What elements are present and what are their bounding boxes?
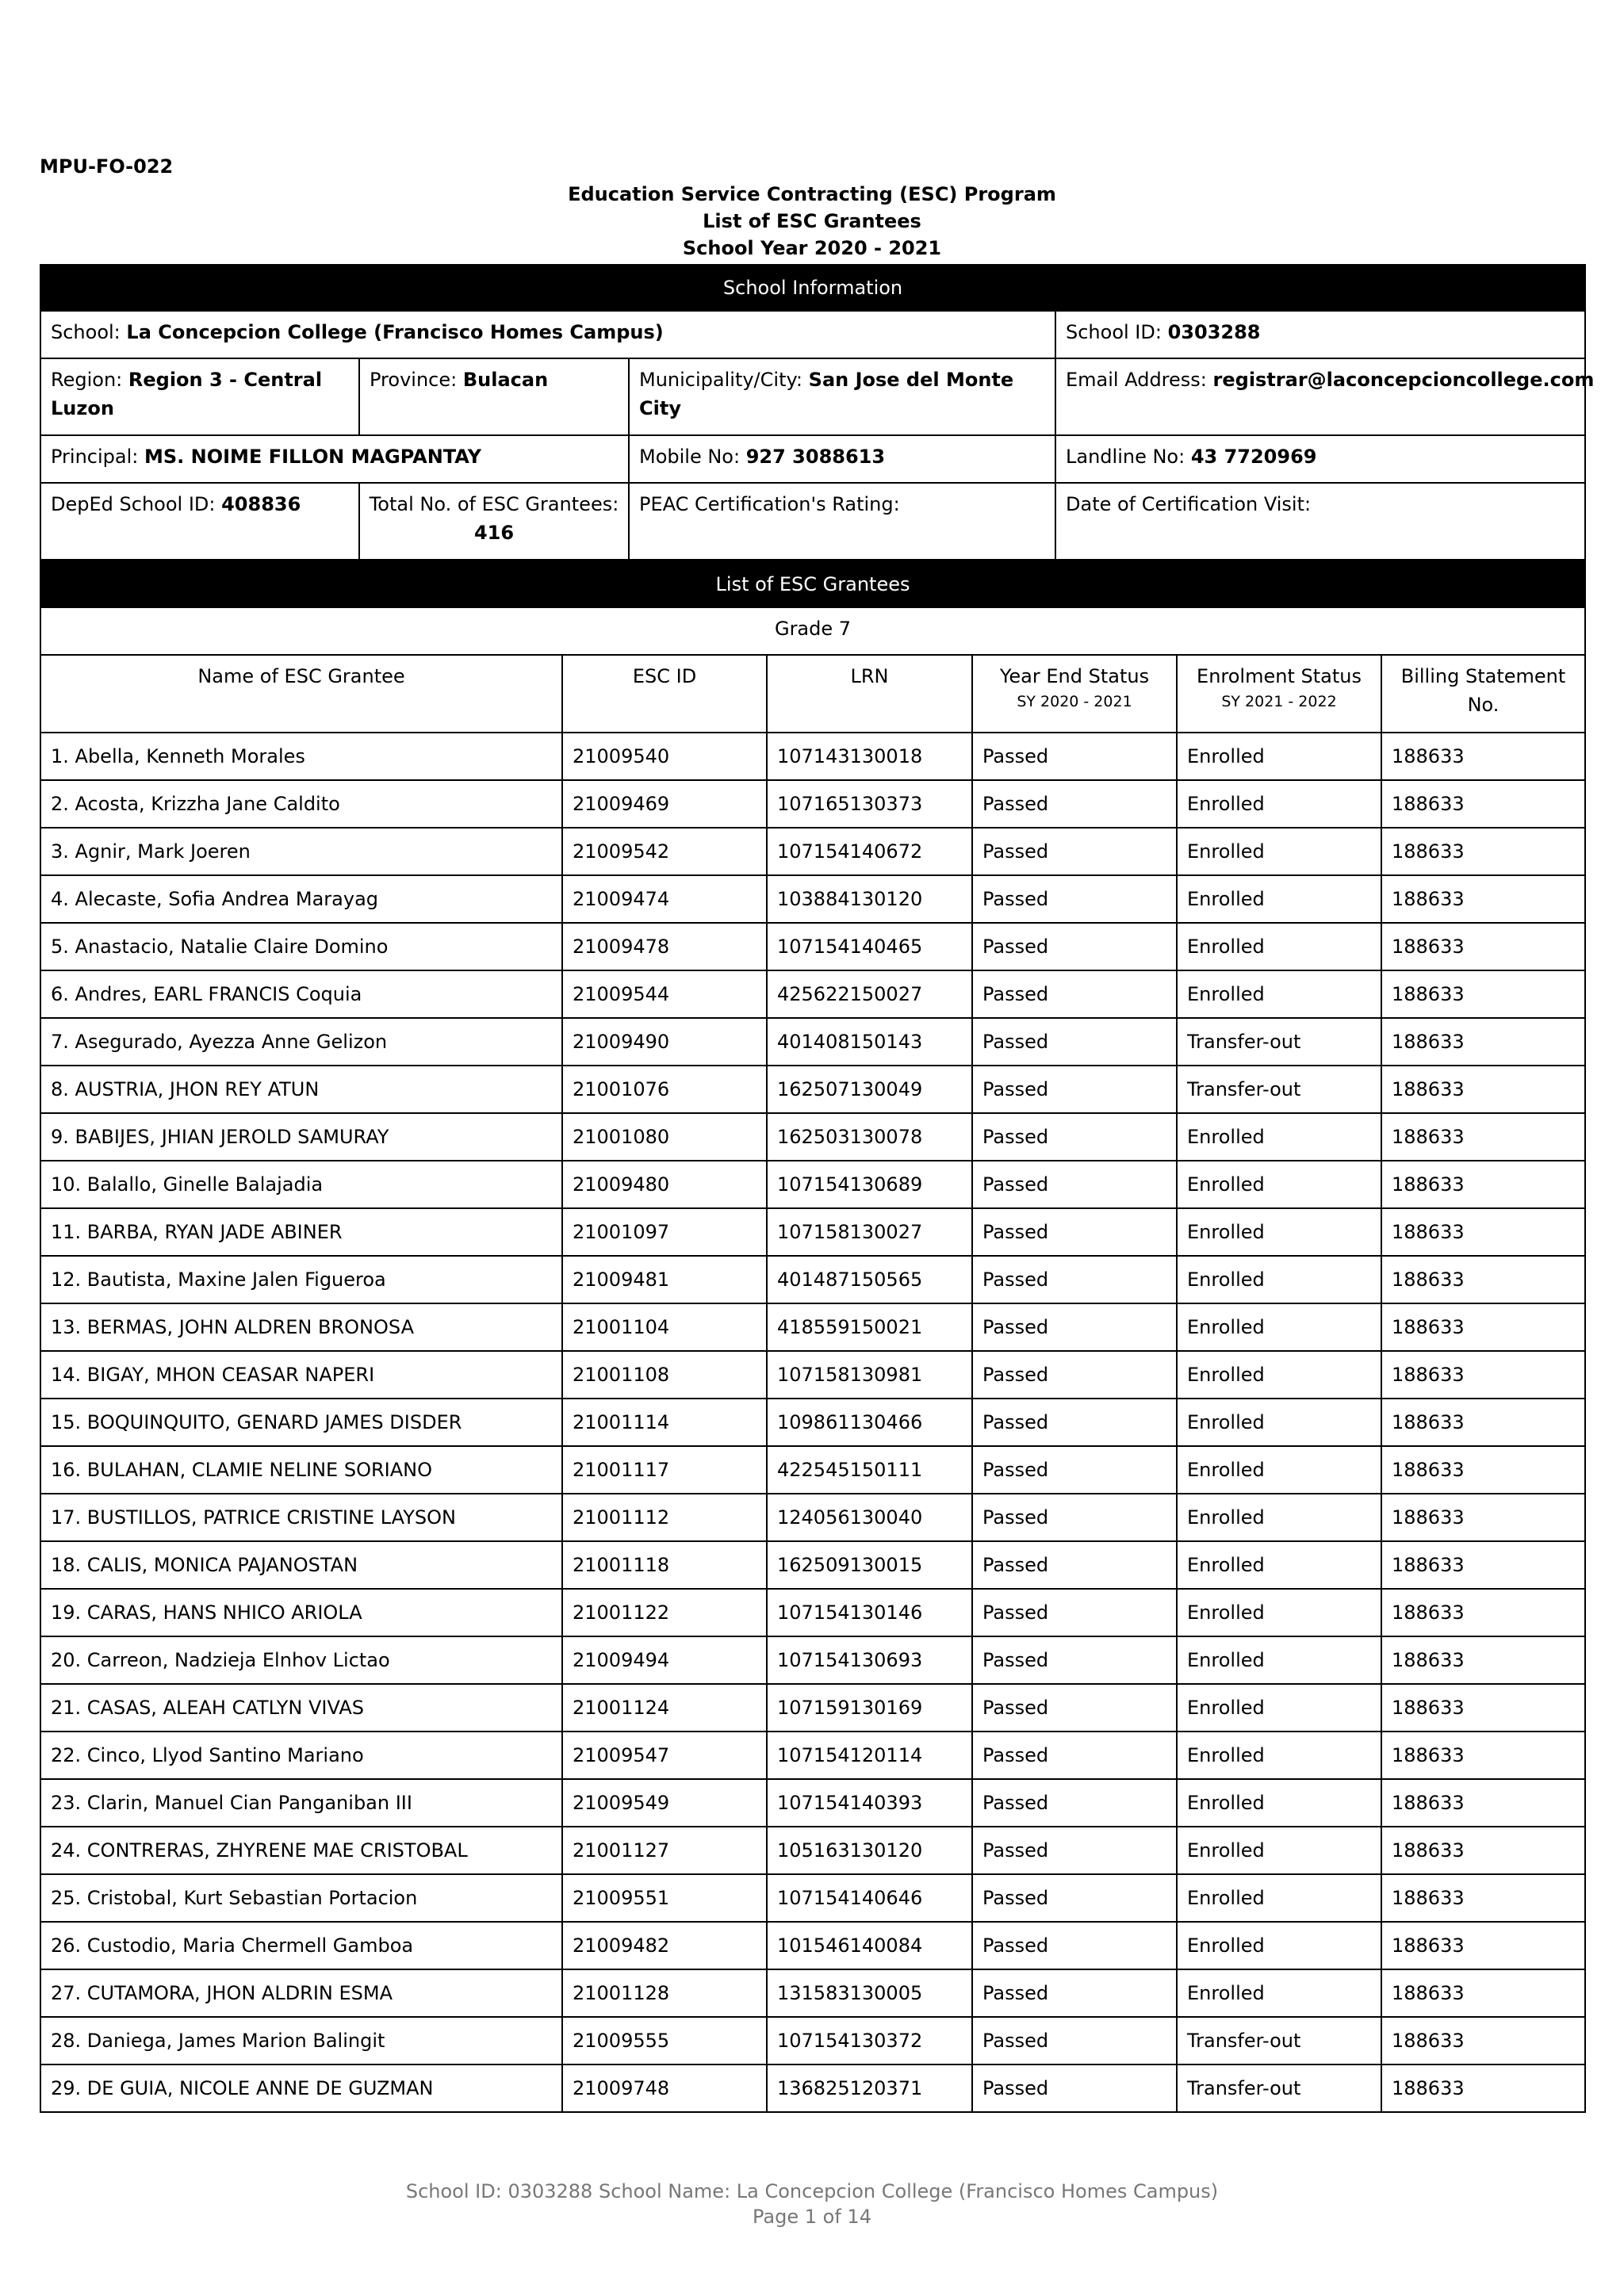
grantee-name-cell: 24. CONTRERAS, ZHYRENE MAE CRISTOBAL: [40, 1827, 562, 1874]
program-title: Education Service Contracting (ESC) Program: [568, 183, 1056, 205]
grantee-name-cell: 21. CASAS, ALEAH CATLYN VIVAS: [40, 1684, 562, 1732]
enrolment-status-label: Enrolment Status: [1197, 665, 1362, 687]
table-row: [40, 1113, 1585, 1161]
lrn-cell: 107158130981: [767, 1351, 972, 1399]
lrn-cell: 162507130049: [767, 1066, 972, 1113]
enrolment-status-cell: Transfer-out: [1177, 1018, 1381, 1066]
lrn-cell: 103884130120: [767, 875, 972, 923]
grantee-name-cell: 15. BOQUINQUITO, GENARD JAMES DISDER: [40, 1399, 562, 1446]
school-id-value: 0303288: [1167, 321, 1261, 343]
billing-statement-no-cell: 188633: [1381, 733, 1585, 780]
lrn-cell: 124056130040: [767, 1494, 972, 1541]
table-row: [40, 2064, 1585, 2112]
table-row: [40, 1018, 1585, 1066]
grantee-name-cell: 9. BABIJES, JHIAN JEROLD SAMURAY: [40, 1113, 562, 1161]
esc-id-cell: 21001128: [562, 1969, 767, 2017]
enrolment-status-cell: Enrolled: [1177, 1208, 1381, 1256]
principal-label: Principal:: [51, 446, 139, 468]
year-end-status-cell: Passed: [972, 828, 1177, 875]
year-end-status-cell: Passed: [972, 1874, 1177, 1922]
table-row: [40, 828, 1585, 875]
lrn-cell: 162503130078: [767, 1113, 972, 1161]
year-end-status-cell: Passed: [972, 780, 1177, 828]
province-label: Province:: [370, 369, 458, 391]
deped-id-label: DepEd School ID:: [51, 493, 216, 515]
peac-rating-cell: [629, 483, 1055, 560]
table-row: [40, 1446, 1585, 1494]
enrolment-status-cell: Enrolled: [1177, 1446, 1381, 1494]
year-end-status-cell: Passed: [972, 1541, 1177, 1589]
lrn-cell: 107154130693: [767, 1636, 972, 1684]
table-row: [40, 1827, 1585, 1874]
esc-id-cell: 21009474: [562, 875, 767, 923]
table-row: [40, 1969, 1585, 2017]
lrn-cell: 107143130018: [767, 733, 972, 780]
esc-id-cell: 21009481: [562, 1256, 767, 1303]
billing-statement-no-cell: 188633: [1381, 1969, 1585, 2017]
table-row: [40, 1684, 1585, 1732]
grantee-name-cell: 28. Daniega, James Marion Balingit: [40, 2017, 562, 2064]
esc-id-cell: 21009540: [562, 733, 767, 780]
lrn-cell: 107154140465: [767, 923, 972, 970]
enrolment-status-cell: Enrolled: [1177, 1684, 1381, 1732]
lrn-cell: 422545150111: [767, 1446, 972, 1494]
column-header-enrolment-status: [1177, 655, 1381, 733]
school-label: School:: [51, 321, 121, 343]
billing-statement-no-cell: 188633: [1381, 1922, 1585, 1969]
billing-statement-no-cell: 188633: [1381, 970, 1585, 1018]
grantee-name-cell: 2. Acosta, Krizzha Jane Caldito: [40, 780, 562, 828]
column-header-year-end-status: [972, 655, 1177, 733]
esc-id-cell: 21001124: [562, 1684, 767, 1732]
enrolment-status-sy: SY 2021 - 2022: [1221, 693, 1337, 710]
billing-statement-no-cell: 188633: [1381, 875, 1585, 923]
esc-id-cell: 21001108: [562, 1351, 767, 1399]
grantees-table: [40, 561, 1586, 2113]
esc-id-cell: 21009494: [562, 1636, 767, 1684]
grade-header: Grade 7: [40, 607, 1585, 655]
page-number: Page 1 of 14: [753, 2206, 871, 2228]
table-row: [40, 1399, 1585, 1446]
lrn-cell: 107154140393: [767, 1779, 972, 1827]
school-information-header: School Information: [40, 265, 1585, 311]
municipality-value: San Jose del Monte City: [639, 369, 1014, 419]
table-row: [40, 1208, 1585, 1256]
grantee-name-cell: 27. CUTAMORA, JHON ALDRIN ESMA: [40, 1969, 562, 2017]
esc-id-cell: 21009542: [562, 828, 767, 875]
esc-id-cell: 21009469: [562, 780, 767, 828]
billing-statement-no-cell: 188633: [1381, 1636, 1585, 1684]
table-row: [40, 923, 1585, 970]
school-id-cell: [1055, 311, 1585, 358]
grantee-name-cell: 4. Alecaste, Sofia Andrea Marayag: [40, 875, 562, 923]
billing-statement-no-cell: 188633: [1381, 1208, 1585, 1256]
year-end-status-cell: Passed: [972, 970, 1177, 1018]
column-header-billing-statement: Billing Statement No.: [1381, 655, 1585, 733]
grantee-name-cell: 7. Asegurado, Ayezza Anne Gelizon: [40, 1018, 562, 1066]
esc-id-cell: 21001122: [562, 1589, 767, 1636]
lrn-cell: 107159130169: [767, 1684, 972, 1732]
table-row: [40, 1589, 1585, 1636]
grantee-name-cell: 19. CARAS, HANS NHICO ARIOLA: [40, 1589, 562, 1636]
grantee-name-cell: 1. Abella, Kenneth Morales: [40, 733, 562, 780]
lrn-cell: 109861130466: [767, 1399, 972, 1446]
deped-id-value: 408836: [221, 493, 301, 515]
lrn-cell: 107165130373: [767, 780, 972, 828]
grantee-name-cell: 25. Cristobal, Kurt Sebastian Portacion: [40, 1874, 562, 1922]
enrolment-status-cell: Enrolled: [1177, 1969, 1381, 2017]
grantee-name-cell: 3. Agnir, Mark Joeren: [40, 828, 562, 875]
table-row: [40, 1256, 1585, 1303]
esc-id-cell: 21001118: [562, 1541, 767, 1589]
esc-id-cell: 21001114: [562, 1399, 767, 1446]
grantee-name-cell: 11. BARBA, RYAN JADE ABINER: [40, 1208, 562, 1256]
lrn-cell: 162509130015: [767, 1541, 972, 1589]
table-row: [40, 1066, 1585, 1113]
certification-visit-cell: [1055, 483, 1585, 560]
year-end-status-cell: Passed: [972, 1351, 1177, 1399]
enrolment-status-cell: Enrolled: [1177, 1303, 1381, 1351]
billing-statement-no-cell: 188633: [1381, 780, 1585, 828]
esc-id-cell: 21001117: [562, 1446, 767, 1494]
enrolment-status-cell: Enrolled: [1177, 1827, 1381, 1874]
lrn-cell: 418559150021: [767, 1303, 972, 1351]
table-row: [40, 1732, 1585, 1779]
table-row: [40, 875, 1585, 923]
lrn-cell: 107154140646: [767, 1874, 972, 1922]
mobile-value: 927 3088613: [745, 446, 886, 468]
esc-id-cell: 21009549: [562, 1779, 767, 1827]
esc-id-cell: 21009555: [562, 2017, 767, 2064]
grantee-name-cell: 14. BIGAY, MHON CEASAR NAPERI: [40, 1351, 562, 1399]
grantee-name-cell: 10. Balallo, Ginelle Balajadia: [40, 1161, 562, 1208]
enrolment-status-cell: Enrolled: [1177, 1636, 1381, 1684]
school-value: La Concepcion College (Francisco Homes Campus): [126, 321, 664, 343]
grantee-name-cell: 6. Andres, EARL FRANCIS Coquia: [40, 970, 562, 1018]
billing-statement-no-cell: 188633: [1381, 1446, 1585, 1494]
year-end-status-cell: Passed: [972, 1113, 1177, 1161]
billing-statement-no-cell: 188633: [1381, 1732, 1585, 1779]
esc-id-cell: 21001112: [562, 1494, 767, 1541]
year-end-status-cell: Passed: [972, 1399, 1177, 1446]
grantee-name-cell: 8. AUSTRIA, JHON REY ATUN: [40, 1066, 562, 1113]
landline-cell: [1055, 435, 1585, 483]
esc-id-cell: 21009478: [562, 923, 767, 970]
enrolment-status-cell: Enrolled: [1177, 1874, 1381, 1922]
enrolment-status-cell: Enrolled: [1177, 1399, 1381, 1446]
billing-statement-no-cell: 188633: [1381, 1494, 1585, 1541]
email-value: registrar@laconcepcioncollege.com: [1212, 369, 1595, 391]
column-header-lrn: LRN: [767, 655, 972, 733]
mobile-label: Mobile No:: [639, 446, 741, 468]
billing-statement-no-cell: 188633: [1381, 1874, 1585, 1922]
region-value: Region 3 - Central Luzon: [51, 369, 323, 419]
grantee-name-cell: 26. Custodio, Maria Chermell Gamboa: [40, 1922, 562, 1969]
year-end-status-cell: Passed: [972, 2064, 1177, 2112]
enrolment-status-cell: Enrolled: [1177, 1779, 1381, 1827]
year-end-status-cell: Passed: [972, 1589, 1177, 1636]
province-value: Bulacan: [462, 369, 549, 391]
grantee-rows: [40, 733, 1585, 2112]
grantee-name-cell: 5. Anastacio, Natalie Claire Domino: [40, 923, 562, 970]
lrn-cell: 107154130146: [767, 1589, 972, 1636]
enrolment-status-cell: Enrolled: [1177, 780, 1381, 828]
table-row: [40, 1303, 1585, 1351]
region-cell: [40, 358, 359, 435]
lrn-cell: 425622150027: [767, 970, 972, 1018]
grantee-name-cell: 16. BULAHAN, CLAMIE NELINE SORIANO: [40, 1446, 562, 1494]
enrolment-status-cell: Enrolled: [1177, 1589, 1381, 1636]
grantee-name-cell: 12. Bautista, Maxine Jalen Figueroa: [40, 1256, 562, 1303]
lrn-cell: 107154130372: [767, 2017, 972, 2064]
grantee-name-cell: 18. CALIS, MONICA PAJANOSTAN: [40, 1541, 562, 1589]
lrn-cell: 401408150143: [767, 1018, 972, 1066]
grantee-name-cell: 23. Clarin, Manuel Cian Panganiban III: [40, 1779, 562, 1827]
landline-label: Landline No:: [1066, 446, 1185, 468]
year-end-status-cell: Passed: [972, 875, 1177, 923]
esc-id-cell: 21009551: [562, 1874, 767, 1922]
billing-statement-no-cell: 188633: [1381, 1779, 1585, 1827]
table-row: [40, 1874, 1585, 1922]
lrn-cell: 105163130120: [767, 1827, 972, 1874]
enrolment-status-cell: Enrolled: [1177, 923, 1381, 970]
document-titles: [0, 181, 1624, 262]
esc-id-cell: 21001104: [562, 1303, 767, 1351]
billing-statement-no-cell: 188633: [1381, 1399, 1585, 1446]
table-row: [40, 1541, 1585, 1589]
municipality-cell: [629, 358, 1055, 435]
table-row: [40, 2017, 1585, 2064]
esc-id-cell: 21009480: [562, 1161, 767, 1208]
billing-statement-no-cell: 188633: [1381, 2017, 1585, 2064]
enrolment-status-cell: Enrolled: [1177, 1113, 1381, 1161]
region-label: Region:: [51, 369, 123, 391]
enrolment-status-cell: Enrolled: [1177, 1541, 1381, 1589]
billing-statement-no-cell: 188633: [1381, 1541, 1585, 1589]
grantee-name-cell: 29. DE GUIA, NICOLE ANNE DE GUZMAN: [40, 2064, 562, 2112]
year-end-status-cell: Passed: [972, 1446, 1177, 1494]
enrolment-status-cell: Enrolled: [1177, 1732, 1381, 1779]
billing-statement-no-cell: 188633: [1381, 923, 1585, 970]
year-end-status-cell: Passed: [972, 1779, 1177, 1827]
esc-id-cell: 21009490: [562, 1018, 767, 1066]
school-year-title: School Year 2020 - 2021: [682, 237, 942, 259]
grantee-name-cell: 13. BERMAS, JOHN ALDREN BRONOSA: [40, 1303, 562, 1351]
mobile-cell: [629, 435, 1055, 483]
year-end-status-cell: Passed: [972, 1208, 1177, 1256]
billing-statement-no-cell: 188633: [1381, 1589, 1585, 1636]
school-id-label: School ID:: [1066, 321, 1162, 343]
certification-visit-label: Date of Certification Visit:: [1066, 493, 1312, 515]
year-end-status-cell: Passed: [972, 733, 1177, 780]
table-row: [40, 1351, 1585, 1399]
email-cell: [1055, 358, 1595, 435]
table-row: [40, 1161, 1585, 1208]
enrolment-status-cell: Enrolled: [1177, 733, 1381, 780]
lrn-cell: 107154140672: [767, 828, 972, 875]
billing-statement-no-cell: 188633: [1381, 1827, 1585, 1874]
grantee-name-cell: 17. BUSTILLOS, PATRICE CRISTINE LAYSON: [40, 1494, 562, 1541]
esc-id-cell: 21001097: [562, 1208, 767, 1256]
lrn-cell: 101546140084: [767, 1922, 972, 1969]
billing-statement-no-cell: 188633: [1381, 1351, 1585, 1399]
enrolment-status-cell: Enrolled: [1177, 1161, 1381, 1208]
municipality-label: Municipality/City:: [639, 369, 803, 391]
table-row: [40, 1922, 1585, 1969]
landline-value: 43 7720969: [1190, 446, 1317, 468]
esc-id-cell: 21009482: [562, 1922, 767, 1969]
list-title: List of ESC Grantees: [703, 210, 921, 232]
year-end-status-cell: Passed: [972, 1969, 1177, 2017]
year-end-status-cell: Passed: [972, 1636, 1177, 1684]
table-row: [40, 733, 1585, 780]
year-end-status-cell: Passed: [972, 1256, 1177, 1303]
deped-id-cell: [40, 483, 359, 560]
peac-rating-label: PEAC Certification's Rating:: [639, 493, 900, 515]
billing-statement-no-cell: 188633: [1381, 1161, 1585, 1208]
table-row: [40, 1494, 1585, 1541]
grantee-name-cell: 20. Carreon, Nadzieja Elnhov Lictao: [40, 1636, 562, 1684]
email-label: Email Address:: [1066, 369, 1207, 391]
billing-statement-no-cell: 188633: [1381, 1684, 1585, 1732]
lrn-cell: 107154120114: [767, 1732, 972, 1779]
principal-cell: [40, 435, 629, 483]
table-row: [40, 1779, 1585, 1827]
lrn-cell: 131583130005: [767, 1969, 972, 2017]
billing-statement-no-cell: 188633: [1381, 1256, 1585, 1303]
enrolment-status-cell: Enrolled: [1177, 1922, 1381, 1969]
year-end-status-cell: Passed: [972, 1066, 1177, 1113]
year-end-status-label: Year End Status: [999, 665, 1150, 687]
esc-id-cell: 21009748: [562, 2064, 767, 2112]
year-end-status-cell: Passed: [972, 1732, 1177, 1779]
billing-statement-no-cell: 188633: [1381, 1303, 1585, 1351]
school-information-table: [40, 264, 1595, 561]
enrolment-status-cell: Enrolled: [1177, 875, 1381, 923]
enrolment-status-cell: Enrolled: [1177, 1351, 1381, 1399]
year-end-status-cell: Passed: [972, 923, 1177, 970]
enrolment-status-cell: Enrolled: [1177, 1494, 1381, 1541]
province-cell: [359, 358, 629, 435]
grantee-name-cell: 22. Cinco, Llyod Santino Mariano: [40, 1732, 562, 1779]
billing-statement-no-cell: 188633: [1381, 1018, 1585, 1066]
esc-id-cell: 21001076: [562, 1066, 767, 1113]
enrolment-status-cell: Enrolled: [1177, 828, 1381, 875]
form-code: MPU-FO-022: [40, 155, 174, 178]
column-header-esc-id: ESC ID: [562, 655, 767, 733]
enrolment-status-cell: Transfer-out: [1177, 2064, 1381, 2112]
year-end-status-cell: Passed: [972, 2017, 1177, 2064]
billing-statement-no-cell: 188633: [1381, 828, 1585, 875]
year-end-status-cell: Passed: [972, 1922, 1177, 1969]
year-end-status-cell: Passed: [972, 1161, 1177, 1208]
column-header-name: Name of ESC Grantee: [40, 655, 562, 733]
school-cell: [40, 311, 1055, 358]
lrn-cell: 107158130027: [767, 1208, 972, 1256]
total-grantees-label: Total No. of ESC Grantees:: [369, 493, 619, 515]
enrolment-status-cell: Enrolled: [1177, 970, 1381, 1018]
lrn-cell: 401487150565: [767, 1256, 972, 1303]
year-end-status-cell: Passed: [972, 1494, 1177, 1541]
billing-statement-no-cell: 188633: [1381, 1113, 1585, 1161]
principal-value: MS. NOIME FILLON MAGPANTAY: [144, 446, 481, 468]
billing-statement-no-cell: 188633: [1381, 2064, 1585, 2112]
footer-school-info: School ID: 0303288 School Name: La Concepcion College (Francisco Homes Campus): [405, 2180, 1219, 2202]
enrolment-status-cell: Enrolled: [1177, 1256, 1381, 1303]
year-end-status-cell: Passed: [972, 1303, 1177, 1351]
enrolment-status-cell: Transfer-out: [1177, 2017, 1381, 2064]
esc-id-cell: 21009547: [562, 1732, 767, 1779]
table-row: [40, 970, 1585, 1018]
page-footer: [0, 2179, 1624, 2229]
total-grantees-value: 416: [473, 522, 515, 544]
total-grantees-cell: [359, 483, 629, 560]
year-end-status-cell: Passed: [972, 1018, 1177, 1066]
esc-id-cell: 21001127: [562, 1827, 767, 1874]
lrn-cell: 107154130689: [767, 1161, 972, 1208]
lrn-cell: 136825120371: [767, 2064, 972, 2112]
year-end-status-sy: SY 2020 - 2021: [1017, 693, 1132, 710]
enrolment-status-cell: Transfer-out: [1177, 1066, 1381, 1113]
table-row: [40, 1636, 1585, 1684]
esc-id-cell: 21001080: [562, 1113, 767, 1161]
esc-id-cell: 21009544: [562, 970, 767, 1018]
year-end-status-cell: Passed: [972, 1684, 1177, 1732]
year-end-status-cell: Passed: [972, 1827, 1177, 1874]
billing-statement-no-cell: 188633: [1381, 1066, 1585, 1113]
grantees-list-header: List of ESC Grantees: [40, 561, 1585, 607]
table-row: [40, 780, 1585, 828]
